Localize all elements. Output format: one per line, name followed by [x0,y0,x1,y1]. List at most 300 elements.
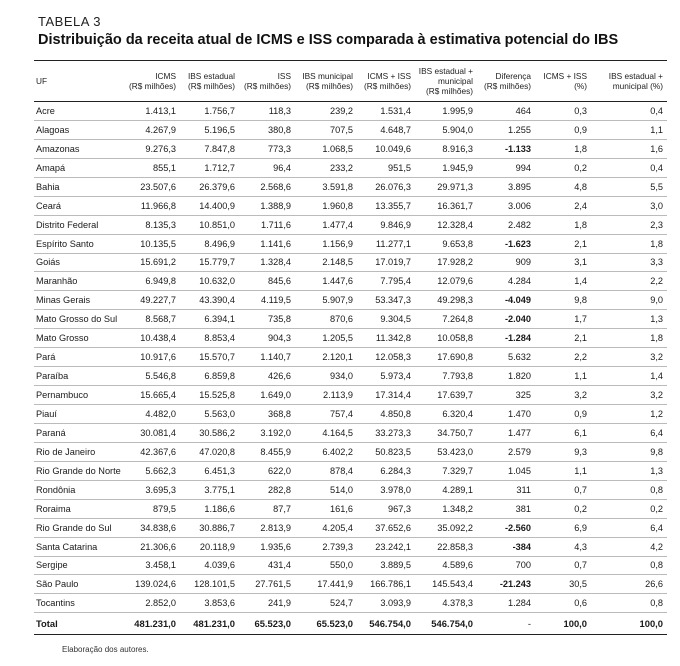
cell-ibs-municipal: 1.068,5 [322,143,353,154]
cell-ibs-total-pct: 1,1 [650,124,663,135]
cell-diferenca: -1.284 [504,333,531,344]
cell-uf: Sergipe [36,560,68,571]
table-row [34,556,667,575]
cell-diferenca: 4.284 [508,276,531,287]
table-row [34,177,667,196]
cell-icms: 49.227,7 [140,295,176,306]
cell-ibs-total: 1.945,9 [442,162,473,173]
cell-iss: 773,3 [268,143,291,154]
header-line: ICMS + ISS [367,71,411,81]
cell-icms-iss: 13.355,7 [375,200,411,211]
table-row [34,518,667,537]
table-body [34,102,667,613]
cell-ibs-estadual: 15.570,7 [199,352,235,363]
header-line: (R$ milhões) [363,81,411,91]
cell-diferenca: 3.895 [508,181,531,192]
cell-ibs-municipal: 233,2 [330,162,353,173]
cell-diferenca: 1.477 [508,427,531,438]
cell-ibs-municipal: 2.120,1 [322,352,353,363]
cell-ibs-municipal: 757,4 [330,408,353,419]
cell-ibs-municipal: 5.907,9 [322,295,353,306]
cell-icms: 3.458,1 [145,560,176,571]
cell-ibs-total: 4.589,6 [442,560,473,571]
cell-ibs-municipal: 2.113,9 [323,390,353,401]
cell-icms: 11.966,8 [140,200,176,211]
cell-icms-iss-pct: 0,9 [574,408,587,419]
table-row [34,196,667,215]
cell-ibs-total-pct: 1,3 [650,465,663,476]
cell-ibs-estadual: 128.101,5 [194,579,235,590]
cell-ibs-estadual: 15.525,8 [199,390,235,401]
total-diferenca: - [527,618,531,630]
cell-icms: 23.507,6 [140,181,176,192]
header-line: IBS estadual [187,71,235,81]
cell-ibs-total: 6.320,4 [442,408,473,419]
cell-ibs-total-pct: 1,4 [650,371,663,382]
cell-ibs-total: 7.793,8 [442,371,473,382]
cell-diferenca: 994 [515,162,531,173]
header-icms-iss [357,61,415,102]
cell-diferenca: 1.470 [508,408,531,419]
table-row [34,272,667,291]
cell-icms: 4.267,9 [145,124,176,135]
cell-uf: Ceará [36,200,62,211]
cell-icms: 34.838,6 [140,522,176,533]
cell-icms-iss-pct: 2,2 [574,352,587,363]
cell-uf: Pernambuco [36,390,89,401]
cell-icms: 10.135,5 [140,238,176,249]
table-row [34,442,667,461]
cell-ibs-estadual: 20.118,9 [199,541,235,552]
cell-ibs-total-pct: 26,6 [645,579,663,590]
cell-ibs-total-pct: 1,6 [650,143,663,154]
header-line: municipal [437,76,473,86]
table-row [34,102,667,121]
cell-ibs-total-pct: 1,8 [650,238,663,249]
cell-uf: Bahia [36,181,60,192]
header-iss [239,61,295,102]
cell-icms: 15.691,2 [140,257,176,268]
cell-ibs-estadual: 1.756,7 [204,105,235,116]
cell-ibs-estadual: 15.779,7 [199,257,235,268]
cell-diferenca: -2.560 [504,522,531,533]
header-line: (%) [574,81,587,91]
cell-icms-iss: 11.342,8 [375,333,411,344]
cell-icms-iss: 17.019,7 [375,257,411,268]
cell-iss: 282,8 [268,484,291,495]
cell-uf: Espírito Santo [36,238,94,249]
table-row [34,367,667,386]
table-title: Distribuição da receita atual de ICMS e ISS comparada à estimativa potencial do IBS [38,32,619,48]
cell-diferenca: 3.006 [508,200,531,211]
cell-diferenca: 2.579 [508,446,531,457]
cell-iss: 3.192,0 [260,427,291,438]
cell-ibs-total: 29.971,3 [437,181,473,192]
cell-icms-iss: 6.284,3 [380,465,411,476]
table-row [34,461,667,480]
cell-ibs-total-pct: 0,8 [650,598,663,609]
cell-ibs-total: 12.079,6 [437,276,473,287]
cell-ibs-total: 35.092,2 [437,522,473,533]
cell-diferenca: -1.133 [504,143,531,154]
cell-ibs-total: 7.329,7 [442,465,473,476]
cell-icms: 879,5 [153,503,176,514]
cell-iss: 27.761,5 [255,579,291,590]
cell-ibs-municipal: 1.205,5 [322,333,353,344]
header-line: Diferença [495,71,531,81]
cell-ibs-total: 17.690,8 [437,352,473,363]
cell-ibs-municipal: 2.148,5 [322,257,353,268]
cell-iss: 735,8 [268,314,291,325]
cell-ibs-total: 7.264,8 [442,314,473,325]
cell-ibs-estadual: 14.400,9 [199,200,235,211]
cell-ibs-total-pct: 0,8 [650,484,663,495]
cell-diferenca: 700 [515,560,531,571]
header-ibs-municipal [295,61,357,102]
header-line: (R$ milhões) [128,81,176,91]
cell-ibs-total: 145.543,4 [432,579,473,590]
cell-ibs-total-pct: 6,4 [650,522,663,533]
cell-ibs-total: 17.639,7 [437,390,473,401]
cell-ibs-estadual: 30.886,7 [199,522,235,533]
cell-icms-iss: 3.889,5 [380,560,411,571]
cell-ibs-total-pct: 1,8 [650,333,663,344]
cell-icms-iss-pct: 1,1 [574,465,587,476]
cell-icms-iss-pct: 0,2 [574,162,587,173]
cell-diferenca: -2.040 [504,314,531,325]
cell-icms-iss: 23.242,1 [375,541,411,552]
cell-icms-iss: 9.304,5 [380,314,411,325]
cell-ibs-total-pct: 9,0 [650,295,663,306]
cell-uf: Maranhão [36,276,78,287]
cell-diferenca: 381 [515,503,531,514]
cell-ibs-municipal: 2.739,3 [322,541,353,552]
cell-ibs-estadual: 6.859,8 [204,371,235,382]
cell-ibs-municipal: 4.164,5 [322,427,353,438]
cell-diferenca: 2.482 [508,219,531,230]
cell-iss: 431,4 [268,560,291,571]
cell-icms: 3.695,3 [145,484,176,495]
cell-ibs-municipal: 870,6 [330,314,353,325]
cell-ibs-total: 5.904,0 [442,124,473,135]
cell-icms-iss-pct: 1,8 [574,143,587,154]
header-row [34,61,667,102]
cell-uf: Minas Gerais [36,295,91,306]
table-row [34,348,667,367]
cell-icms-iss: 37.652,6 [375,522,411,533]
table-row [34,215,667,234]
header-line: ICMS + ISS [543,71,587,81]
cell-ibs-municipal: 17.441,9 [317,579,353,590]
header-line: (R$ milhões) [243,81,291,91]
cell-icms-iss-pct: 1,8 [574,219,587,230]
cell-ibs-estadual: 10.632,0 [199,276,235,287]
cell-ibs-total: 22.858,3 [437,541,473,552]
cell-icms-iss: 4.850,8 [380,408,411,419]
cell-ibs-total: 16.361,7 [437,200,473,211]
cell-uf: Pará [36,352,56,363]
cell-icms-iss-pct: 1,4 [574,276,587,287]
cell-icms-iss: 951,5 [388,162,411,173]
table-row [34,234,667,253]
cell-ibs-municipal: 524,7 [330,598,353,609]
total-icms: 481.231,0 [134,618,176,630]
cell-ibs-municipal: 1.447,6 [322,276,353,287]
cell-ibs-total-pct: 3,2 [650,352,663,363]
cell-ibs-total-pct: 2,3 [650,219,663,230]
cell-iss: 241,9 [268,598,291,609]
cell-uf: Goiás [36,257,61,268]
cell-icms-iss-pct: 0,6 [574,598,587,609]
cell-ibs-total-pct: 1,3 [650,314,663,325]
cell-ibs-municipal: 1.156,9 [322,238,353,249]
cell-iss: 1.935,6 [260,541,291,552]
cell-icms-iss-pct: 9,3 [574,446,587,457]
header-line: IBS estadual + [608,71,663,81]
cell-uf: Roraima [36,503,71,514]
cell-ibs-estadual: 7.847,8 [204,143,235,154]
total-ibs-total-pct: 100,0 [639,618,663,630]
cell-icms-iss: 26.076,3 [375,181,411,192]
cell-icms-iss-pct: 0,7 [574,560,587,571]
total-uf: Total [36,618,58,630]
table-row [34,253,667,272]
cell-diferenca: 311 [516,484,531,495]
cell-iss: 1.649,0 [260,390,291,401]
cell-ibs-total-pct: 0,4 [650,162,663,173]
header-line: ISS [277,71,291,81]
cell-icms-iss-pct: 1,1 [574,371,587,382]
cell-ibs-municipal: 1.960,8 [322,200,353,211]
table-row [34,405,667,424]
cell-uf: Mato Grosso [36,333,89,344]
cell-icms-iss: 166.786,1 [370,579,411,590]
cell-uf: Piauí [36,408,57,419]
table-row [34,575,667,594]
cell-ibs-estadual: 3.775,1 [204,484,235,495]
cell-icms-iss-pct: 1,7 [574,314,587,325]
header-line: (R$ milhões) [483,81,531,91]
cell-icms-iss-pct: 4,3 [574,541,587,552]
cell-iss: 380,8 [268,124,291,135]
cell-ibs-estadual: 8.496,9 [204,238,235,249]
cell-uf: Santa Catarina [36,541,98,552]
cell-uf: Rio de Janeiro [36,446,96,457]
cell-ibs-estadual: 26.379,6 [199,181,235,192]
cell-icms: 42.367,6 [140,446,176,457]
cell-uf: Distrito Federal [36,219,99,230]
total-ibs-estadual: 481.231,0 [193,618,235,630]
cell-diferenca: -21.243 [499,579,531,590]
total-icms-iss: 546.754,0 [369,618,411,630]
cell-ibs-total-pct: 0,2 [650,503,663,514]
cell-diferenca: 1.284 [508,598,531,609]
cell-icms-iss: 7.795,4 [380,276,411,287]
cell-ibs-municipal: 3.591,8 [322,181,353,192]
cell-uf: Tocantins [36,598,75,609]
table-row [34,139,667,158]
cell-icms-iss: 9.846,9 [380,219,411,230]
cell-ibs-total: 49.298,3 [437,295,473,306]
header-diferenca [477,61,535,102]
cell-ibs-total: 9.653,8 [442,238,473,249]
cell-ibs-total-pct: 0,8 [650,560,663,571]
cell-icms: 9.276,3 [145,143,176,154]
cell-ibs-municipal: 6.402,2 [322,446,353,457]
cell-icms: 4.482,0 [145,408,176,419]
header-line: (R$ milhões) [425,86,473,96]
cell-icms-iss: 3.978,0 [380,484,411,495]
header-ibs-total-pct [591,61,667,102]
cell-ibs-total-pct: 2,2 [650,276,663,287]
header-ibs-total [415,61,477,102]
cell-icms: 6.949,8 [145,276,176,287]
cell-iss: 845,6 [268,276,291,287]
cell-ibs-estadual: 43.390,4 [199,295,235,306]
header-line: IBS estadual + [418,66,473,76]
cell-uf: Mato Grosso do Sul [36,314,118,325]
cell-icms-iss: 4.648,7 [380,124,411,135]
cell-iss: 4.119,5 [261,295,291,306]
cell-icms-iss: 33.273,3 [375,427,411,438]
cell-uf: Rio Grande do Norte [36,465,121,476]
cell-icms: 5.546,8 [145,371,176,382]
total-ibs-municipal: 65.523,0 [316,618,353,630]
total-row [34,613,667,635]
cell-ibs-municipal: 878,4 [330,465,353,476]
cell-diferenca: 325 [515,390,531,401]
cell-icms-iss: 967,3 [388,503,411,514]
cell-ibs-estadual: 5.196,5 [204,124,235,135]
cell-icms: 139.024,6 [135,579,176,590]
cell-ibs-municipal: 934,0 [330,371,353,382]
table-header [34,61,667,102]
cell-icms-iss: 3.093,9 [380,598,411,609]
table-footer [34,613,667,635]
cell-ibs-total-pct: 4,2 [650,541,663,552]
cell-icms-iss: 17.314,4 [375,390,411,401]
table-row [34,158,667,177]
cell-diferenca: 464 [515,105,531,116]
cell-diferenca: -4.049 [504,295,531,306]
cell-ibs-total: 34.750,7 [437,427,473,438]
cell-iss: 1.140,7 [260,352,291,363]
cell-icms: 10.917,6 [140,352,176,363]
cell-icms-iss: 50.823,5 [375,446,411,457]
cell-diferenca: 1.045 [508,465,531,476]
cell-ibs-total: 12.328,4 [437,219,473,230]
cell-ibs-total-pct: 6,4 [650,427,663,438]
cell-diferenca: 909 [515,257,531,268]
header-line: IBS municipal [302,71,353,81]
table-row [34,329,667,348]
cell-iss: 1.711,6 [261,219,291,230]
cell-ibs-municipal: 550,0 [330,560,353,571]
header-line: UF [36,76,48,86]
cell-icms-iss-pct: 6,9 [574,522,587,533]
cell-ibs-total: 53.423,0 [437,446,473,457]
cell-iss: 368,8 [268,408,291,419]
cell-uf: Rondônia [36,484,76,495]
cell-uf: Rio Grande do Sul [36,522,112,533]
header-icms [122,61,180,102]
cell-icms: 855,1 [153,162,176,173]
cell-ibs-estadual: 10.851,0 [199,219,235,230]
cell-ibs-estadual: 30.586,2 [199,427,235,438]
cell-ibs-total-pct: 3,0 [650,200,663,211]
cell-ibs-estadual: 6.451,3 [204,465,235,476]
table-row [34,480,667,499]
cell-ibs-total: 4.378,3 [442,598,473,609]
cell-icms-iss-pct: 9,8 [574,295,587,306]
cell-icms-iss-pct: 6,1 [574,427,587,438]
cell-ibs-municipal: 1.477,4 [322,219,353,230]
cell-ibs-total-pct: 3,2 [650,390,663,401]
cell-uf: Alagoas [36,124,70,135]
table-row [34,499,667,518]
cell-iss: 2.568,6 [260,181,291,192]
cell-icms-iss-pct: 2,1 [574,238,587,249]
cell-icms: 15.665,4 [140,390,176,401]
cell-uf: Amazonas [36,143,80,154]
table-row [34,291,667,310]
cell-iss: 426,6 [268,371,291,382]
cell-uf: São Paulo [36,579,79,590]
cell-iss: 904,3 [268,333,291,344]
cell-icms: 30.081,4 [140,427,176,438]
cell-icms: 8.135,3 [145,219,176,230]
cell-ibs-total: 1.995,9 [442,105,473,116]
cell-ibs-total: 4.289,1 [442,484,473,495]
cell-iss: 96,4 [273,162,291,173]
header-line: ICMS [155,71,176,81]
cell-icms-iss-pct: 4,8 [574,181,587,192]
cell-uf: Paraná [36,427,66,438]
cell-ibs-total-pct: 1,2 [650,408,663,419]
cell-ibs-total-pct: 3,3 [650,257,663,268]
cell-iss: 1.388,9 [260,200,291,211]
table-row [34,537,667,556]
table-label: TABELA 3 [38,14,102,29]
cell-icms-iss: 11.277,1 [375,238,411,249]
table-row [34,594,667,613]
cell-icms: 21.306,6 [140,541,176,552]
cell-icms-iss-pct: 0,3 [574,105,587,116]
cell-icms: 5.662,3 [145,465,176,476]
cell-iss: 1.328,4 [260,257,291,268]
cell-icms-iss: 1.531,4 [380,105,411,116]
cell-ibs-estadual: 1.712,7 [204,162,235,173]
table-row [34,423,667,442]
total-iss: 65.523,0 [254,618,291,630]
cell-icms: 8.568,7 [145,314,176,325]
total-ibs-total: 546.754,0 [431,618,473,630]
cell-icms: 10.438,4 [140,333,176,344]
source-note: Elaboração dos autores. [62,645,149,654]
header-ibs-estadual [180,61,239,102]
cell-iss: 2.813,9 [260,522,291,533]
table-row [34,310,667,329]
cell-ibs-estadual: 47.020,8 [199,446,235,457]
data-table [34,60,667,635]
cell-icms-iss-pct: 0,7 [574,484,587,495]
cell-icms-iss-pct: 2,4 [574,200,587,211]
cell-ibs-total: 17.928,2 [437,257,473,268]
cell-ibs-total-pct: 9,8 [650,446,663,457]
header-icms-iss-pct [535,61,591,102]
cell-iss: 8.455,9 [260,446,291,457]
cell-ibs-estadual: 4.039,6 [204,560,235,571]
